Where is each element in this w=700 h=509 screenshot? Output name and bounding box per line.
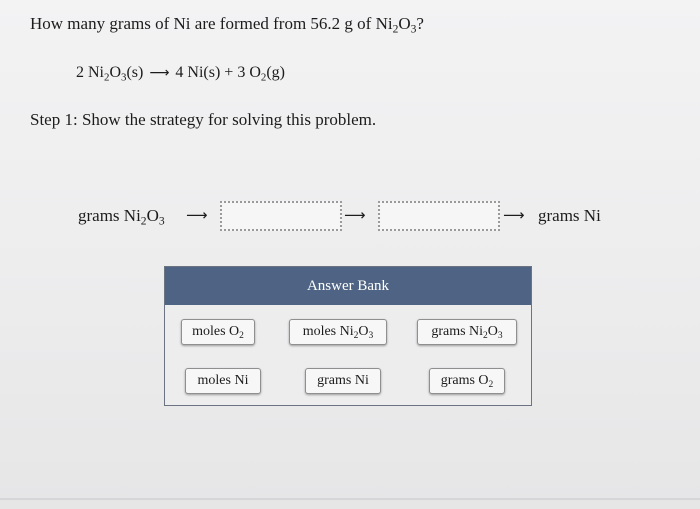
chemical-equation <box>76 64 285 82</box>
chip-label: moles Ni <box>302 324 354 339</box>
chip-label: moles O <box>192 324 240 339</box>
pathway-oxygen: O <box>146 206 159 225</box>
chip-subscript: 3 <box>497 330 503 341</box>
question-oxygen: O <box>398 14 411 33</box>
equation-products: 4 Ni(s) + 3 O <box>175 64 261 81</box>
equation-oxygen: O <box>109 64 121 81</box>
reaction-arrow-icon: ⟶ <box>149 65 170 81</box>
step-instruction: Step 1: Show the strategy for solving this problem. <box>30 110 377 129</box>
question-subscript: 3 <box>410 22 417 36</box>
equation-reactant: 2 Ni <box>76 64 104 81</box>
strategy-pathway <box>0 198 700 238</box>
question-mark: ? <box>416 14 424 33</box>
chip-subscript: 2 <box>488 379 494 390</box>
chip-subscript: 2 <box>239 330 244 341</box>
chip-subscript: 2 <box>483 330 488 341</box>
page-divider <box>0 498 700 500</box>
chip-label: grams Ni <box>431 324 484 339</box>
question-subscript: 2 <box>392 22 399 36</box>
chip-label: O <box>358 324 369 339</box>
equation-state: (g) <box>266 64 285 81</box>
right-arrow-icon: ⟶ <box>186 206 208 224</box>
equation-subscript: 2 <box>260 71 267 84</box>
chip-moles-ni2o3[interactable] <box>289 319 387 345</box>
chip-grams-o2[interactable] <box>429 368 505 394</box>
question-text <box>30 14 424 34</box>
equation-state: (s) <box>126 64 144 81</box>
pathway-subscript: 3 <box>158 214 165 228</box>
chip-grams-ni2o3[interactable] <box>417 319 517 345</box>
drop-target-2[interactable] <box>378 201 500 231</box>
chip-subscript: 3 <box>368 330 374 341</box>
answer-bank-title: Answer Bank <box>165 267 531 305</box>
drop-target-1[interactable] <box>220 201 342 231</box>
pathway-start-label <box>78 206 165 226</box>
chip-subscript: 2 <box>353 330 359 341</box>
right-arrow-icon: ⟶ <box>344 206 366 224</box>
chip-moles-o2[interactable] <box>181 319 255 345</box>
equation-subscript: 3 <box>121 71 127 84</box>
right-arrow-icon: ⟶ <box>503 206 525 224</box>
question-prefix: How many grams of Ni are formed from 56.2 g of Ni <box>30 14 393 33</box>
chip-moles-ni[interactable]: moles Ni <box>185 368 261 394</box>
equation-subscript: 2 <box>104 71 110 84</box>
pathway-subscript: 2 <box>140 214 147 228</box>
chip-label: grams O <box>440 373 489 388</box>
chip-grams-ni[interactable]: grams Ni <box>305 368 381 394</box>
pathway-end-label: grams Ni <box>538 206 601 225</box>
pathway-start-text: grams Ni <box>78 206 141 225</box>
chip-label: O <box>487 324 498 339</box>
answer-bank <box>164 266 532 406</box>
